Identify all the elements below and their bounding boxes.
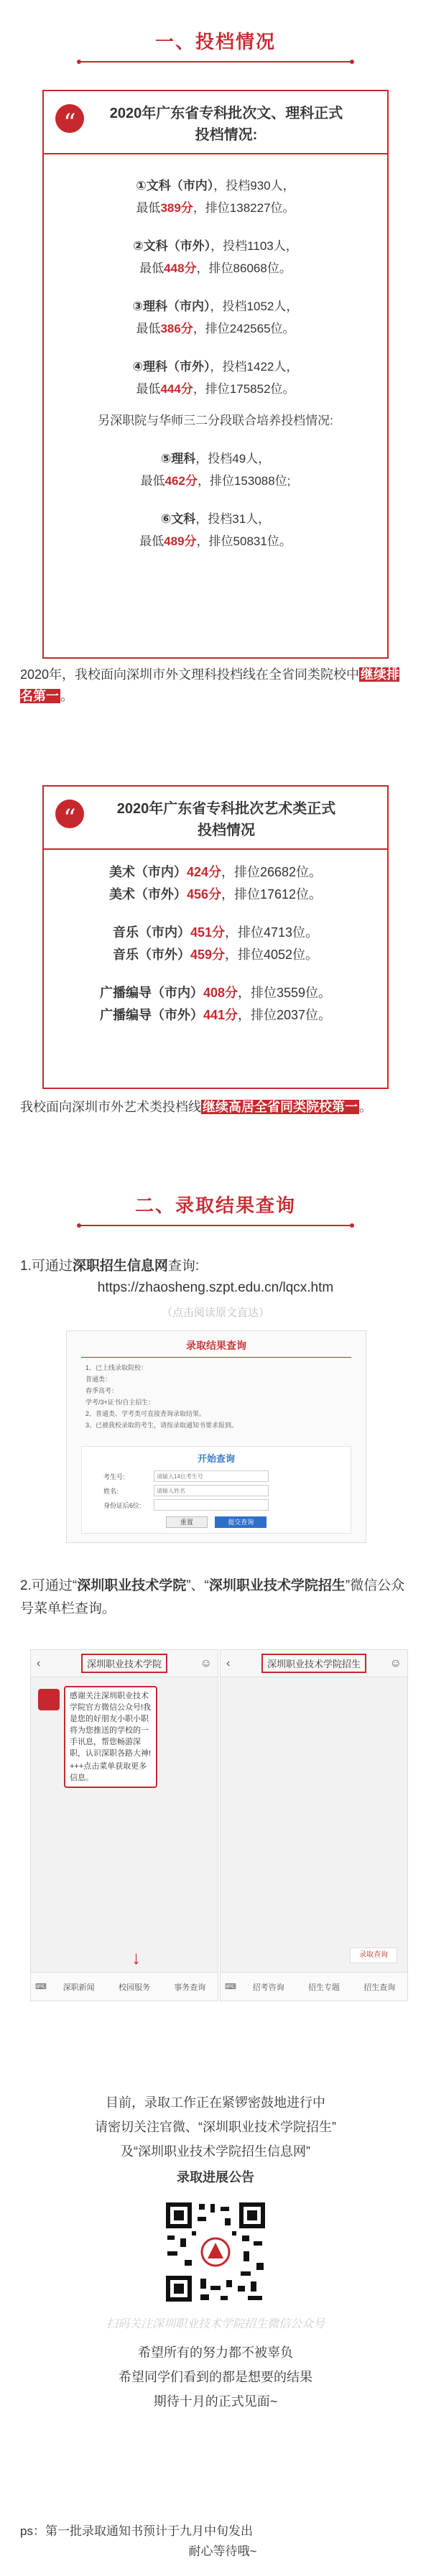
query-field-label: 考生号:	[103, 1473, 125, 1481]
entry-line-count	[44, 235, 387, 257]
web-query-title: 录取结果查询	[186, 1340, 246, 1351]
hope-line: 希望所有的努力都不被辜负	[138, 2345, 293, 2360]
highlight-rank-first: 继续排名第一	[20, 667, 400, 703]
entry-rank: ，排位86068位。	[196, 261, 292, 275]
quote-icon: “	[55, 104, 84, 133]
entry-label: ⑤理科	[160, 452, 196, 465]
person-icon[interactable]: ☺	[200, 1657, 212, 1669]
entry-low-prefix: 最低	[136, 322, 161, 335]
entry-label: ②文科（市外）	[133, 239, 211, 253]
art-entry	[44, 861, 387, 884]
menu-tab[interactable]: 招生查询	[363, 1983, 396, 1992]
entry-line-count	[44, 508, 387, 530]
query-field-input[interactable]	[154, 1470, 269, 1482]
entry-line-score	[44, 257, 387, 279]
ps-note: ps：第一批录取通知书预计于九月中旬发出 耐心等待哦~	[20, 2524, 257, 2558]
welcome-message-bubble: 感谢关注深圳职业技术学院官方微信公众号!我是您的好朋友小职小职将为您推送的学校的一手讯息，帮您畅游深职，认识深职各路大神! +++点击菜单获取更多信息。	[64, 1686, 157, 1788]
entry-line-score	[44, 530, 387, 552]
read-original-hint: （点击阅读原文直达）	[161, 1307, 269, 1319]
query-field-row	[103, 1485, 329, 1496]
query-url-link[interactable]: https://zhaosheng.szpt.edu.cn/lqcx.htm	[97, 1280, 334, 1295]
entry-line-score	[44, 197, 387, 219]
entry-low-score: 462分	[164, 474, 198, 488]
admission-entry	[44, 448, 387, 492]
entry-count: ，投档1422人，	[210, 360, 299, 374]
announce-title: 录取进展公告	[177, 2170, 254, 2184]
art-label: 广播编导（市外）	[99, 1008, 203, 1022]
admission-entry	[44, 295, 387, 340]
query-field-row	[103, 1470, 329, 1482]
menu-tab[interactable]: 招生专题	[307, 1983, 340, 1992]
entry-rank: ，排位138227位。	[193, 201, 295, 215]
entry-count: ，投档1052人，	[210, 300, 299, 313]
entry-low-prefix: 最低	[139, 261, 164, 275]
art-group	[44, 982, 387, 1027]
web-rule-line: 1、已上线录取院校：	[85, 1364, 148, 1371]
art-label: 美术（市内）	[108, 865, 187, 879]
hopes-text	[0, 2340, 431, 2414]
entry-line-count	[44, 356, 387, 378]
entry-rank: ，排位153088位;	[197, 474, 291, 488]
web-rule-line: 3、已被我校录取的考生，请按录取通知书要求报到。	[85, 1422, 238, 1429]
entry-low-score: 489分	[164, 534, 197, 548]
entry-low-score: 448分	[164, 261, 197, 275]
card2-groups	[44, 861, 387, 1027]
person-icon[interactable]: ☺	[389, 1657, 402, 1669]
section1-title-underline	[79, 61, 352, 62]
menu-tab[interactable]: 校园服务	[118, 1983, 150, 1992]
hope-line: 期待十月的正式见面~	[153, 2394, 278, 2409]
ranking-paragraph-2: 我校面向深圳市外艺术类投档线 继续高居全省同类院校第一 。	[20, 1100, 372, 1114]
entry-line-count	[44, 448, 387, 470]
art-score: 408分	[203, 986, 238, 1000]
entry-rank: ，排位50831位。	[196, 534, 292, 548]
entry-low-score: 389分	[160, 201, 193, 215]
reset-button[interactable]: 重置	[166, 1516, 208, 1528]
art-rank: ，排位26682位。	[221, 865, 323, 879]
qr-code	[163, 2200, 268, 2304]
section1-title: 一、投档情况	[154, 31, 276, 52]
entry-low-prefix: 最低	[136, 201, 161, 215]
art-group	[44, 922, 387, 966]
progress-line: 及“深圳职业技术学院招生信息网”	[121, 2144, 310, 2159]
menu-tab[interactable]: 招考咨询	[252, 1983, 284, 1992]
query-field-label: 姓名:	[103, 1487, 119, 1495]
entry-low-prefix: 最低	[136, 382, 161, 396]
scan-qr-note: 扫码关注深圳职业技术学院招生微信公众号	[106, 2318, 325, 2330]
art-label: 美术（市外）	[108, 887, 187, 902]
keyboard-icon[interactable]: ⌨	[35, 1983, 47, 1991]
admission-entry	[44, 235, 387, 279]
web-query-screenshot	[66, 1330, 366, 1543]
back-arrow-icon[interactable]: ‹	[226, 1657, 231, 1669]
admission-query-menu-item[interactable]: 录取查询	[359, 1951, 388, 1959]
step2-text: 2.可通过“深圳职业技术学院”、“深圳职业技术学院招生”微信公众号菜单栏查询。	[20, 1578, 405, 1616]
art-rank: ，排位4052位。	[225, 948, 319, 962]
entry-label: ①文科（市内）	[136, 179, 214, 193]
art-score: 451分	[190, 925, 225, 940]
submit-query-button[interactable]: 提交查询	[215, 1516, 267, 1528]
entry-low-prefix: 最低	[139, 534, 164, 548]
entry-rank: ，排位175852位。	[193, 382, 295, 396]
art-rank: ，排位4713位。	[225, 925, 319, 940]
wechat-account-title: 深圳职业技术学院招生	[261, 1654, 366, 1673]
art-rank: ，排位3559位。	[238, 986, 332, 1000]
ranking-paragraph-1: 2020年，我校面向深圳市外文理科投档线在全省同类院校中 继续排名第一 。	[20, 667, 400, 703]
web-rule-line: 2、普通类、学考类可直接查询录取结果。	[85, 1410, 206, 1417]
joint-note: 另深职院与华师三二分段联合培养投档情况:	[98, 414, 333, 427]
progress-line: 目前，录取工作正在紧锣密鼓地进行中	[106, 2095, 325, 2110]
wechat-screenshot-admissions	[220, 1649, 408, 2001]
highlight-province-first: 继续高居全省同类院校第一	[203, 1100, 358, 1114]
admission-entry	[44, 175, 387, 219]
entry-low-score: 444分	[160, 382, 193, 396]
entry-low-prefix: 最低	[140, 474, 165, 488]
menu-tab[interactable]: 深职新闻	[62, 1983, 95, 1992]
entry-low-score: 386分	[160, 322, 193, 335]
art-entry	[44, 944, 387, 966]
entry-line-count	[44, 175, 387, 197]
progress-line: 请密切关注官微、“深圳职业技术学院招生”	[95, 2120, 336, 2134]
entry-line-score	[44, 470, 387, 492]
art-group	[44, 861, 387, 906]
quote-icon: “	[55, 800, 84, 828]
hope-line: 希望同学们看到的都是想要的结果	[119, 2370, 312, 2384]
section1-header	[0, 27, 431, 62]
admission-entry	[44, 508, 387, 552]
query-field-input[interactable]	[154, 1499, 269, 1511]
section2-header	[0, 1191, 431, 1226]
web-rule-line: 普通类：	[85, 1376, 112, 1383]
submenu-popup	[350, 1947, 397, 1963]
entry-line-score	[44, 378, 387, 400]
entry-label: ④理科（市外）	[132, 360, 210, 374]
card1-entries	[44, 175, 387, 400]
section2-title: 二、录取结果查询	[134, 1195, 296, 1216]
art-score: 441分	[203, 1008, 238, 1022]
art-label: 音乐（市内）	[112, 925, 190, 940]
menu-tab[interactable]: 事务查询	[174, 1983, 206, 1992]
admission-card-arts-science	[42, 90, 389, 659]
step1-text: 1.可通过深职招生信息网查询:	[20, 1259, 200, 1274]
admission-card-arts	[42, 785, 389, 1089]
arrow-down-icon: ↓	[131, 1947, 141, 1968]
progress-text	[0, 2090, 431, 2164]
web-rules-text	[67, 1362, 366, 1431]
query-field-label: 身份证后6位:	[103, 1501, 142, 1509]
entry-line-count	[44, 295, 387, 318]
entry-line-score	[44, 318, 387, 340]
art-label: 广播编导（市内）	[99, 986, 203, 1000]
entry-rank: ，排位242565位。	[193, 322, 295, 335]
back-arrow-icon[interactable]: ‹	[37, 1657, 41, 1669]
art-rank: ，排位17612位。	[221, 887, 323, 902]
entry-count: ，投档49人，	[195, 452, 271, 465]
wechat-screenshot-college	[30, 1649, 218, 2001]
section2-title-underline	[79, 1225, 352, 1226]
query-form	[81, 1446, 351, 1534]
avatar	[38, 1689, 60, 1710]
card1-joint-entries	[44, 448, 387, 552]
entry-count: ，投档1103人，	[210, 239, 298, 253]
query-field-row	[103, 1499, 329, 1511]
art-rank: ，排位2037位。	[238, 1008, 332, 1022]
wechat-menu-bar	[221, 1972, 407, 2001]
art-score: 424分	[186, 865, 221, 879]
card2-title: 2020年广东省专科批次艺术类正式 投档情况	[116, 801, 336, 838]
keyboard-icon[interactable]: ⌨	[225, 1983, 236, 1991]
art-score: 459分	[190, 948, 225, 962]
entry-count: ，投档31人，	[195, 512, 271, 526]
web-rule-line: 春季高考：	[85, 1387, 119, 1394]
entry-count: ，投档930人，	[213, 179, 295, 193]
query-field-input[interactable]	[154, 1485, 269, 1496]
art-entry	[44, 1004, 387, 1027]
query-form-title: 开始查询	[197, 1453, 235, 1464]
admission-entry	[44, 356, 387, 400]
wechat-menu-bar	[31, 1972, 218, 2001]
art-score: 456分	[186, 887, 221, 902]
entry-label: ⑥文科	[160, 512, 196, 526]
art-entry	[44, 982, 387, 1004]
card1-title: 2020年广东省专科批次文、理科正式 投档情况:	[109, 106, 343, 143]
wechat-account-title: 深圳职业技术学院	[81, 1654, 167, 1673]
art-entry	[44, 884, 387, 906]
art-entry	[44, 922, 387, 944]
web-rule-line: 学考/3+证书/自主招生：	[85, 1399, 155, 1406]
entry-label: ③理科（市内）	[132, 300, 210, 313]
art-label: 音乐（市外）	[112, 948, 190, 962]
